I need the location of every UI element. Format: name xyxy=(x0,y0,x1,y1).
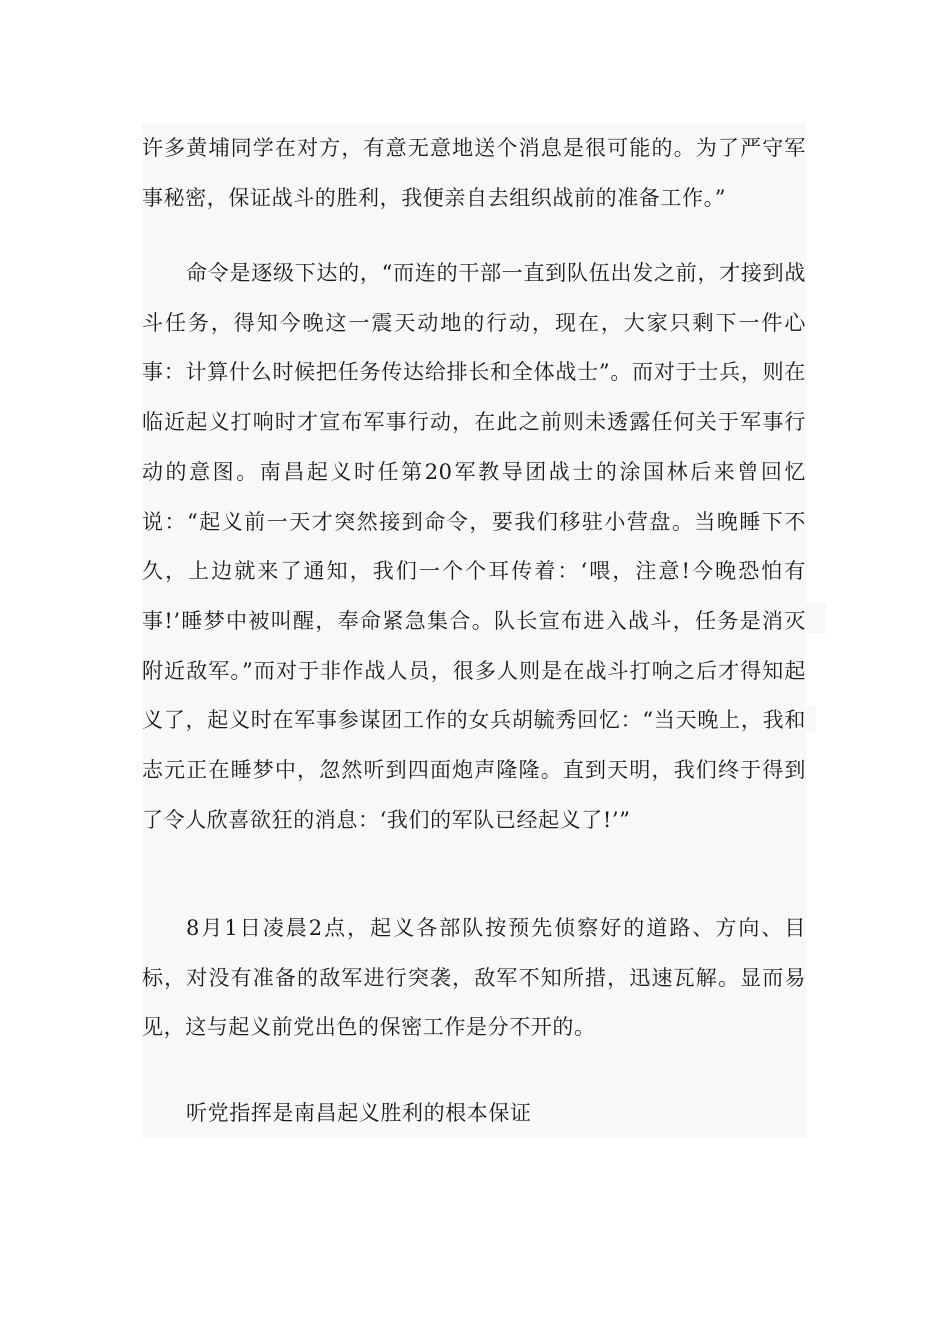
paragraph-continuation: 许多黄埔同学在对方，有意无意地送个消息是很可能的。为了严守军事秘密，保证战斗的胜利，我便亲自去组织战前的准备工作。” xyxy=(142,136,806,210)
background-edge-patch xyxy=(806,706,816,732)
paragraph-command-secrecy: 命令是逐级下达的，“而连的干部一直到队伍出发之前，才接到战斗任务，得知今晚这一震天动地的行动，现在，大家只剩下一件心事：计算什么时候把任务传达给排长和全体战士”。而对于士兵，则在临近起义打响时才宣布军事行动，在此之前则未透露任何关于军事行动的意图。南昌起义时任第20军教导团战士的涂国林后来曾回忆说：“起义前一天才突然接到命令，要我们移驻小营盘。当晚睡下不久，上边就来了通知，我们一个个耳传着：‘喂，注意!今晚恐怕有事!’睡梦中被叫醒，奉命紧急集合。队长宣布进入战斗，任务是消灭附近敌军。”而对于非作战人员，很多人则是在战斗打响之后才得知起义了，起义时在军事参谋团工作的女兵胡毓秀回忆：“当天晚上，我和志元正在睡梦中，忽然听到四面炮声隆隆。直到天明，我们终于得到了令人欣喜欲狂的消息：‘我们的军队已经起义了!’” xyxy=(142,261,806,832)
document-text-block xyxy=(142,124,806,1138)
background-edge-patch xyxy=(806,603,826,633)
paragraph-august-first-attack: 8月1日凌晨2点，起义各部队按预先侦察好的道路、方向、目标，对没有准备的敌军进行突袭，敌军不知所措，迅速瓦解。显而易见，这与起义前党出色的保密工作是分不开的。 xyxy=(142,916,806,1040)
section-heading-party-command: 听党指挥是南昌起义胜利的根本保证 xyxy=(186,1101,532,1125)
